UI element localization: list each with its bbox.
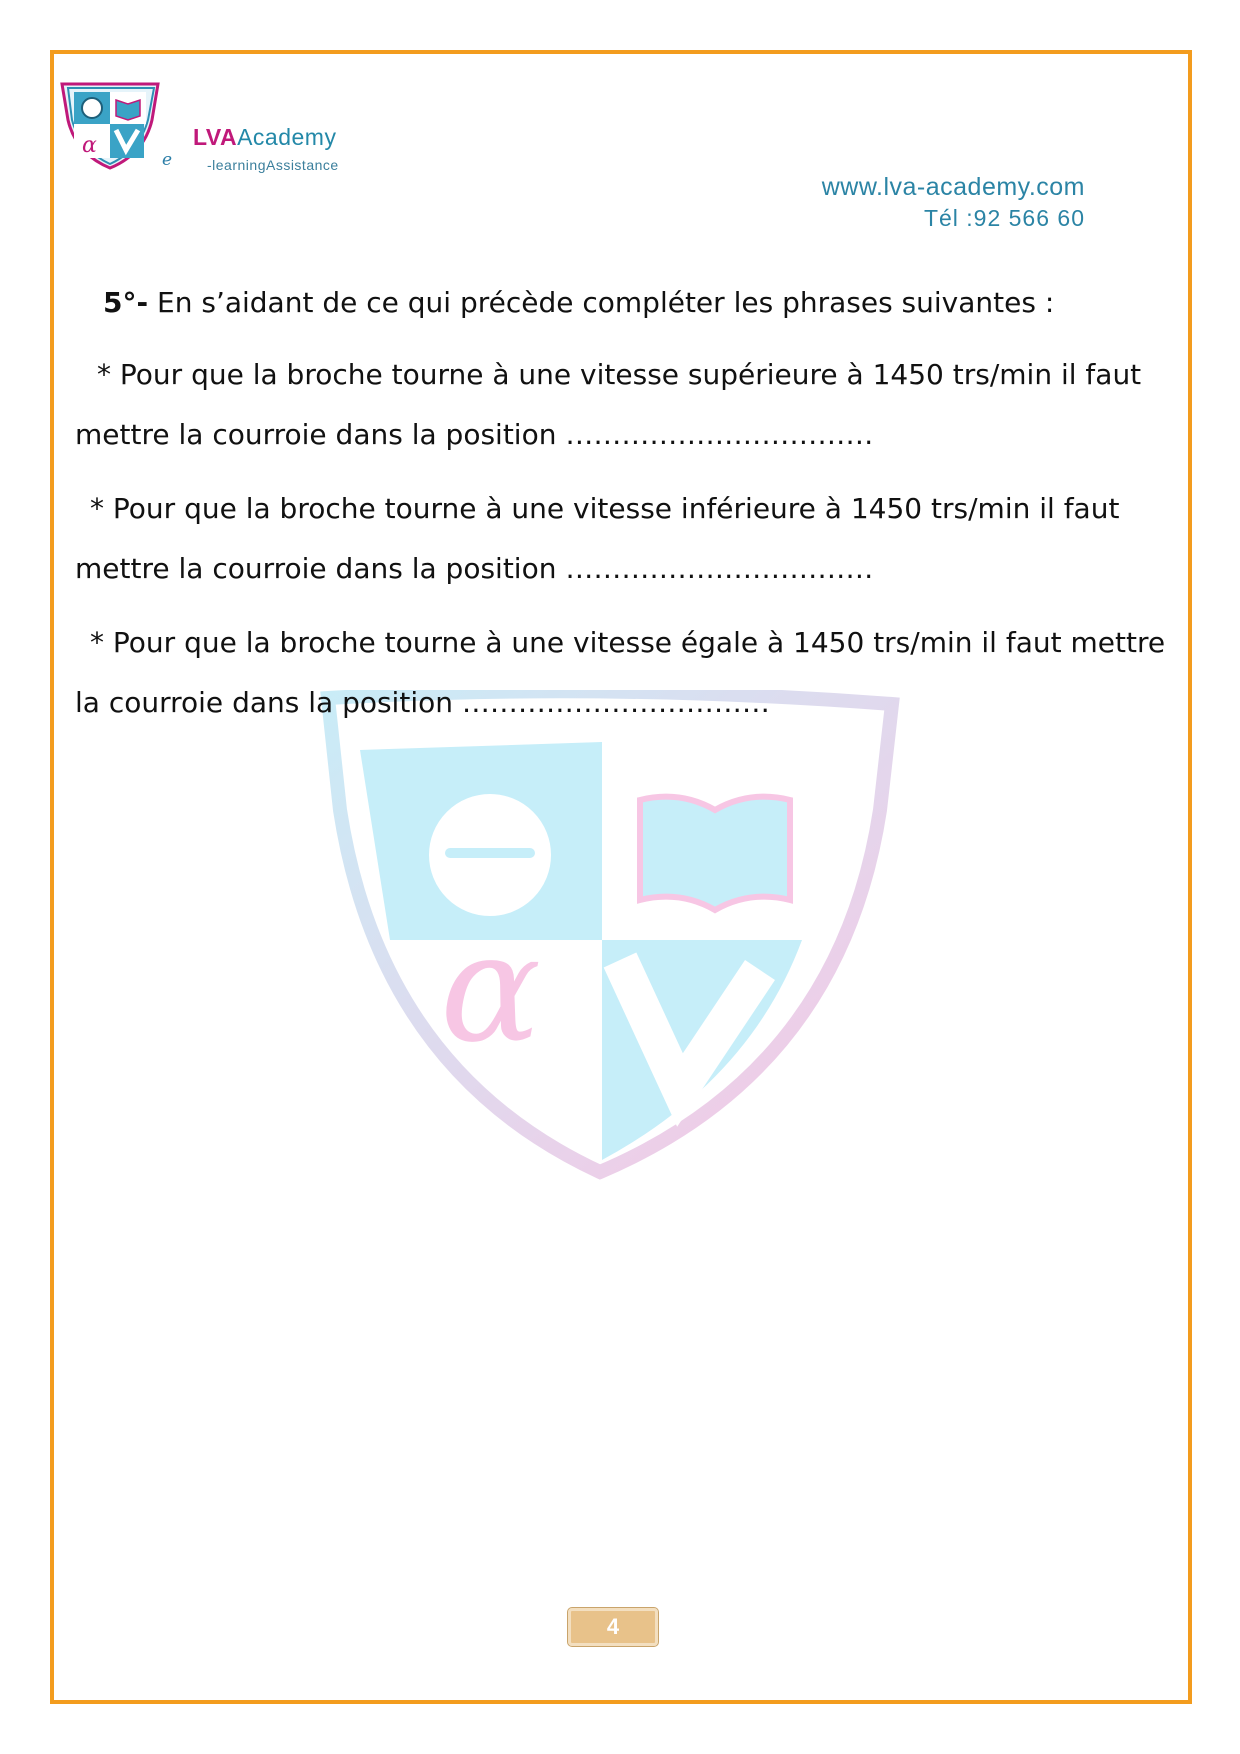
- item-2-line-1: * Pour que la broche tourne à une vitesse inférieure à 1450 trs/min il faut: [90, 492, 1120, 525]
- brand-academy: Academy: [237, 124, 337, 150]
- telephone: Tél :92 566 60: [923, 205, 1085, 231]
- brand-name: [193, 124, 336, 151]
- lva-academy-logo: [58, 80, 164, 172]
- exercise-instruction: [103, 286, 1054, 319]
- logo-e-letter: e: [162, 150, 173, 170]
- page-number-badge: 4: [568, 1608, 658, 1646]
- item-3-line-1: * Pour que la broche tourne à une vitesse égale à 1450 trs/min il faut mettre: [90, 626, 1166, 659]
- svg-text:α: α: [440, 902, 542, 1076]
- website-url: www.lva-academy.com: [821, 173, 1085, 201]
- item-2-line-2: mettre la courroie dans la position ……………………………: [75, 552, 874, 585]
- exercise-number: 5°-: [103, 286, 149, 319]
- brand-tagline: -learningAssistance: [207, 157, 339, 173]
- item-3-line-2: la courroie dans la position ……………………………: [75, 686, 770, 719]
- item-1-line-2: mettre la courroie dans la position ……………………………: [75, 418, 874, 451]
- item-1-line-1: * Pour que la broche tourne à une vitesse supérieure à 1450 trs/min il faut: [97, 358, 1142, 391]
- instruction-text: En s’aidant de ce qui précède compléter les phrases suivantes :: [157, 286, 1055, 319]
- watermark-logo: [320, 690, 900, 1180]
- brand-lva: LVA: [193, 124, 238, 150]
- svg-text:α: α: [82, 133, 97, 158]
